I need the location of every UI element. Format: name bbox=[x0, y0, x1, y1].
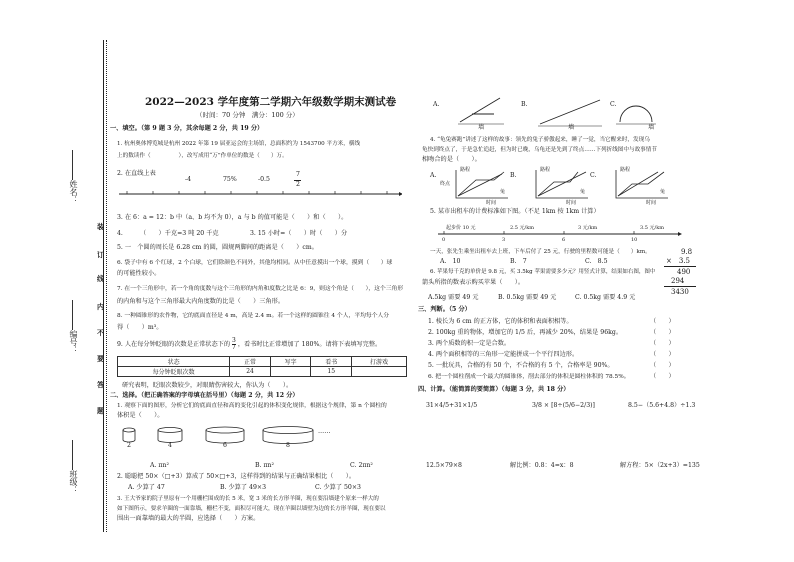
seal-char: 答 bbox=[97, 380, 104, 389]
s2-q2: 2. 聪聪把 50×（□+3）算成了 50×□+3，这样得到的结果与正确结果相比（ ）。 bbox=[117, 473, 356, 480]
s2-q3-line2: 如下图所示，要求羊圈的一面靠墙，栅栏不变，面积尽可能大，现在羊圈以墙壁为边的长方形羊圈，现在要以 bbox=[117, 506, 386, 512]
number-line-mark: 2 bbox=[296, 181, 300, 188]
number-line-mark: -4 bbox=[185, 176, 192, 183]
s1-q4-num: 4. bbox=[117, 230, 123, 237]
table-cell: 15 bbox=[311, 367, 352, 377]
fare-segment: 3 元/km bbox=[578, 225, 598, 231]
cylinder-label: 2 bbox=[127, 442, 131, 449]
s2-q1-line2: 体积是（ ）。 bbox=[117, 412, 164, 419]
cylinder-label: 4 bbox=[168, 442, 172, 449]
seal-char: 不 bbox=[97, 328, 104, 337]
seal-char: 要 bbox=[97, 354, 104, 363]
s1-q6-line1: 6. 袋子中有 6 个红球，2 个白球，它们除颜色不同外，其他均相同。从中任意摸出一个球，摸到（ ）球 bbox=[117, 260, 393, 266]
s2-q1-option[interactable]: B. πn² bbox=[255, 462, 275, 469]
judge-answer[interactable]: （ ） bbox=[650, 373, 675, 380]
table-cell: 24 bbox=[230, 367, 271, 377]
graph-time-label: 时间 bbox=[486, 200, 497, 206]
calc-rule bbox=[664, 266, 696, 267]
section-4-heading: 四、计算。（能简算的要简算）（每题 3 分，共 18 分） bbox=[418, 386, 570, 393]
s2-q2-option[interactable]: C. 少算了 50×3 bbox=[315, 484, 361, 491]
calc-line: 9.8 bbox=[681, 248, 693, 256]
judge-item: 4. 两个面积相等的三角形一定能拼成一个平行四边形。 bbox=[428, 351, 579, 358]
s1-q4b: 3. 15 小时=（ ）时（ ）分 bbox=[250, 230, 348, 237]
s2-q4-line2: 龟快到终点了，于是急忙追赶，但为时已晚，乌龟还是先到了终点……下列折线图中与故事情节 bbox=[422, 147, 657, 153]
graph-path-label: 路程 bbox=[540, 167, 551, 173]
scheme-label[interactable]: B. bbox=[521, 101, 528, 108]
class-label: 班级： bbox=[69, 470, 78, 494]
judge-answer[interactable]: （ ） bbox=[650, 340, 675, 347]
judge-item: 1. 棱长为 6 cm 的正方体，它的体积和表面积相等。 bbox=[428, 318, 573, 325]
judge-answer[interactable]: （ ） bbox=[650, 351, 675, 358]
graph-path-label: 路程 bbox=[460, 167, 471, 173]
s1-q9-text-a: 9. 人在每分钟眨眼的次数是正常状态下的 bbox=[117, 341, 231, 348]
s1-q3: 3. 在 6：a = 12：b 中（a、b 均不为 0），a 与 b 的值可能是（ ）和（ ）。 bbox=[117, 214, 348, 221]
graph-rabbit-label: 兔 bbox=[660, 189, 666, 195]
fare-km: 6 bbox=[562, 237, 566, 243]
s1-q7-line2: 的内角和与这个三角形最大内角度数的比是（ ）三角形。 bbox=[117, 298, 285, 305]
table-row-label: 每分钟眨眼次数 bbox=[118, 367, 230, 377]
fare-segment: 起步价 10 元 bbox=[446, 225, 476, 231]
s2-q6-option[interactable]: A.5kg 需要 49 元 bbox=[428, 294, 479, 301]
fare-km: 0 bbox=[442, 237, 446, 243]
s2-q3-line3: 围出一面靠墙的最大的半圆，应选择（ ）方案。 bbox=[117, 515, 260, 522]
table-header-row bbox=[118, 357, 407, 367]
exam-subtitle: （时间：70 分钟 满分：100 分） bbox=[196, 111, 299, 119]
s2-q4-line1: 4. “龟兔赛跑”讲述了这样的故事：领先的兔子骄傲起来，睡了一觉，当它醒来时，发现乌 bbox=[430, 137, 650, 143]
graph-option[interactable]: C. bbox=[590, 172, 597, 179]
s2-q5-option[interactable]: C. 8.5 bbox=[585, 258, 608, 265]
id-field-line bbox=[72, 300, 73, 330]
cylinder-sequence bbox=[118, 424, 348, 450]
graph-rabbit-label: 兔 bbox=[500, 189, 506, 195]
calc-line: 3430 bbox=[671, 288, 689, 296]
table-cell[interactable] bbox=[270, 367, 311, 377]
calc-expr: 解方程：5×（2x+3）=135 bbox=[620, 462, 700, 469]
graph-option[interactable]: B. bbox=[510, 172, 517, 179]
s1-q6-line2: 的可能性较小。 bbox=[117, 270, 161, 277]
blink-table bbox=[117, 356, 407, 377]
section-3-heading: 三、判断。（5 分） bbox=[418, 306, 471, 313]
table-header-cell: 状态 bbox=[118, 357, 230, 367]
id-label: 编号： bbox=[69, 330, 78, 354]
s1-q9-line1 bbox=[117, 338, 381, 351]
class-field-line bbox=[72, 440, 73, 470]
s2-q2-option[interactable]: A. 少算了 47 bbox=[128, 484, 165, 491]
graph-rabbit-label: 兔 bbox=[580, 189, 586, 195]
s1-q8-line2: 得（ ）m³。 bbox=[117, 324, 163, 331]
calc-expr: 31×4/5+31×1/5 bbox=[426, 402, 478, 409]
cylinder-ellipsis: …… bbox=[318, 428, 331, 435]
table-header-cell: 写字 bbox=[270, 357, 311, 367]
name-field-line bbox=[72, 150, 73, 180]
number-line-mark: -0.5 bbox=[258, 176, 270, 183]
table-header-cell: 正常 bbox=[230, 357, 271, 367]
cylinder-label: 8 bbox=[286, 442, 290, 449]
section-1-heading: 一、填空。（第 9 题 3 分，其余每题 2 分，共 19 分） bbox=[110, 125, 264, 132]
seal-char: 订 bbox=[97, 250, 104, 259]
wall-label: 墙 bbox=[478, 124, 485, 131]
graph-option[interactable]: A. bbox=[430, 172, 437, 179]
s2-q5-option[interactable]: B. 7 bbox=[510, 258, 527, 265]
graph-time-label: 时间 bbox=[646, 200, 657, 206]
denominator: 7 bbox=[232, 344, 236, 351]
calc-expr: 解比例：0.8：4=x：8 bbox=[510, 462, 574, 469]
cylinder-label: 6 bbox=[223, 442, 227, 449]
section-2-heading: 二、选择。（把正确答案的字母填在括号里）（每题 2 分，共 12 分） bbox=[110, 392, 299, 399]
name-label: 姓名： bbox=[69, 180, 78, 204]
s2-q1-option[interactable]: C. 2πn² bbox=[350, 462, 373, 469]
s2-q5-line2: 一天，张先生乘坐出租车去上班，下车后付了 25 元，行驶的里程数可能是（ ）km。 bbox=[430, 249, 651, 255]
calc-expr: 8.5−（5.6+4.8）÷1.3 bbox=[628, 402, 696, 409]
s2-q2-option[interactable]: B. 少算了 49×3 bbox=[220, 484, 267, 491]
calc-expr: 12.5×79×8 bbox=[426, 462, 462, 469]
scheme-label[interactable]: C. bbox=[610, 101, 617, 108]
calc-line: 294 bbox=[671, 277, 685, 285]
wall-label: 墙 bbox=[568, 124, 575, 131]
s1-q9-line2: 研究表明，眨眼次数较少，对眼睛伤害较大，你认为（ ）。 bbox=[122, 382, 293, 389]
s1-q8-line1: 8. 一种圆锥形的农作物，它的底面直径是 4 m，高是 2.4 m。若一个这样的圆锥往 4 个人，平均每个人分 bbox=[117, 313, 390, 319]
s1-q7-line1: 7. 在一个三角形中，若一个角的度数与这个三角形的内角和度数之比是 6：9，则这个角是（ ），这个三角形 bbox=[117, 286, 404, 292]
calc-rule bbox=[664, 286, 696, 287]
graph-path-label: 路程 bbox=[620, 167, 631, 173]
graph-time-label: 时间 bbox=[566, 200, 577, 206]
s2-q5: 5. 某市出租车的计费标准如下图。（不足 1km 按 1km 计算） bbox=[430, 208, 600, 215]
s2-q1-line1: 1. 观察下面的图形，分析它们的底面直径和高的变化引起的体积变化规律，根据这个规律，第 n 个圆柱的 bbox=[117, 403, 387, 409]
judge-item: 6. 把一个圆柱削成一个最大的圆锥体，削去部分的体积是圆柱体积的 78.5%。 bbox=[428, 374, 630, 380]
judge-item: 3. 两个质数的积一定是合数。 bbox=[428, 340, 511, 347]
exam-title: 2022—2023 学年度第二学期六年级数学期末测试卷 bbox=[145, 96, 397, 108]
table-header-cell: 打游戏 bbox=[352, 357, 407, 367]
s1-q5: 5. 一 个圆的周长是 6.28 cm 的圆，圆规两脚间的距离是（ ）cm。 bbox=[117, 244, 318, 251]
judge-answer[interactable]: （ ） bbox=[650, 318, 675, 325]
wall-label: 墙 bbox=[648, 124, 655, 131]
s1-q1-line1: 1. 杭州奥体博览城是杭州 2022 年第 19 届亚运会的主场馆，总面积约为 1543700 平方米，横线 bbox=[117, 141, 361, 147]
seal-char: 题 bbox=[97, 406, 104, 415]
s1-q1-line2: 上的数读作（ ），改写成用“万”作单位的数是（ ）万。 bbox=[117, 153, 288, 159]
seal-char: 装 bbox=[97, 222, 104, 231]
s2-q6-line1: 6. 苹果每千克的单价是 9.8 元，买 3.5kg 苹果需要多少元？用竖式计算，结果如右图，图中 bbox=[430, 269, 656, 275]
fare-km: 3 bbox=[502, 237, 506, 243]
fare-segment: 2.5 元/km bbox=[510, 225, 534, 231]
calc-expr: 3/8 × [8÷(5/6−2/3)] bbox=[532, 402, 595, 409]
calc-line: 490 bbox=[677, 268, 691, 276]
s1-q4a: （ ）千克=3 吨 20 千克 bbox=[140, 230, 219, 237]
s2-q4-line3: 相吻合的是（ ）。 bbox=[422, 156, 481, 163]
seal-char: 线 bbox=[97, 274, 104, 283]
s2-q6-option[interactable]: C. 0.5kg 需要 4.9 元 bbox=[575, 294, 636, 301]
table-row bbox=[118, 367, 407, 377]
fraction bbox=[232, 338, 236, 351]
number-line-mark: 7 bbox=[296, 171, 300, 178]
s2-q1-option[interactable]: A. πn² bbox=[150, 462, 169, 469]
fare-segment: 3.5 元/km bbox=[640, 225, 664, 231]
seal-char: 内 bbox=[97, 302, 104, 311]
s2-q5-option[interactable]: A. 10 bbox=[440, 258, 461, 265]
s2-q3-line1: 3. 王大爷家的院子里原有一个用栅栏围成的长 5 米，宽 3 米的长方形羊圈，现在要沿墙建个原来一样大的 bbox=[117, 496, 379, 502]
graph-end-label: 终点 bbox=[440, 181, 451, 187]
binding-line-inner bbox=[106, 40, 107, 532]
judge-answer[interactable]: （ ） bbox=[650, 329, 675, 336]
calc-line: × 3.5 bbox=[666, 257, 690, 265]
s1-q9-text-b: ，看书时比正常增加了 180%。请将下表填写完整。 bbox=[237, 341, 382, 348]
table-header-cell: 看书 bbox=[311, 357, 352, 367]
number-line-mark: 75% bbox=[223, 176, 237, 183]
judge-answer[interactable]: （ ） bbox=[650, 362, 675, 369]
scheme-label[interactable]: A. bbox=[433, 101, 440, 108]
table-cell[interactable] bbox=[352, 367, 407, 377]
fare-km: 10 bbox=[631, 237, 638, 243]
judge-item: 2. 100kg 重的物体，增加它的 1/5 后，再减少 20%，结果是 96kg。 bbox=[428, 329, 623, 336]
s1-q2: 2. 在直线上表 bbox=[117, 170, 156, 177]
judge-item: 5. 一批玩具，合格的有 50 个，不合格的有 5 个，合格率是 90%。 bbox=[428, 362, 614, 369]
s2-q6-line2: 箭头所指的数表示购买苹果（ ）。 bbox=[422, 279, 525, 286]
binding-line-outer bbox=[103, 40, 104, 532]
s2-q6-option[interactable]: B. 0.5kg 需要 49 元 bbox=[498, 294, 557, 301]
numerator: 3 bbox=[232, 337, 236, 344]
